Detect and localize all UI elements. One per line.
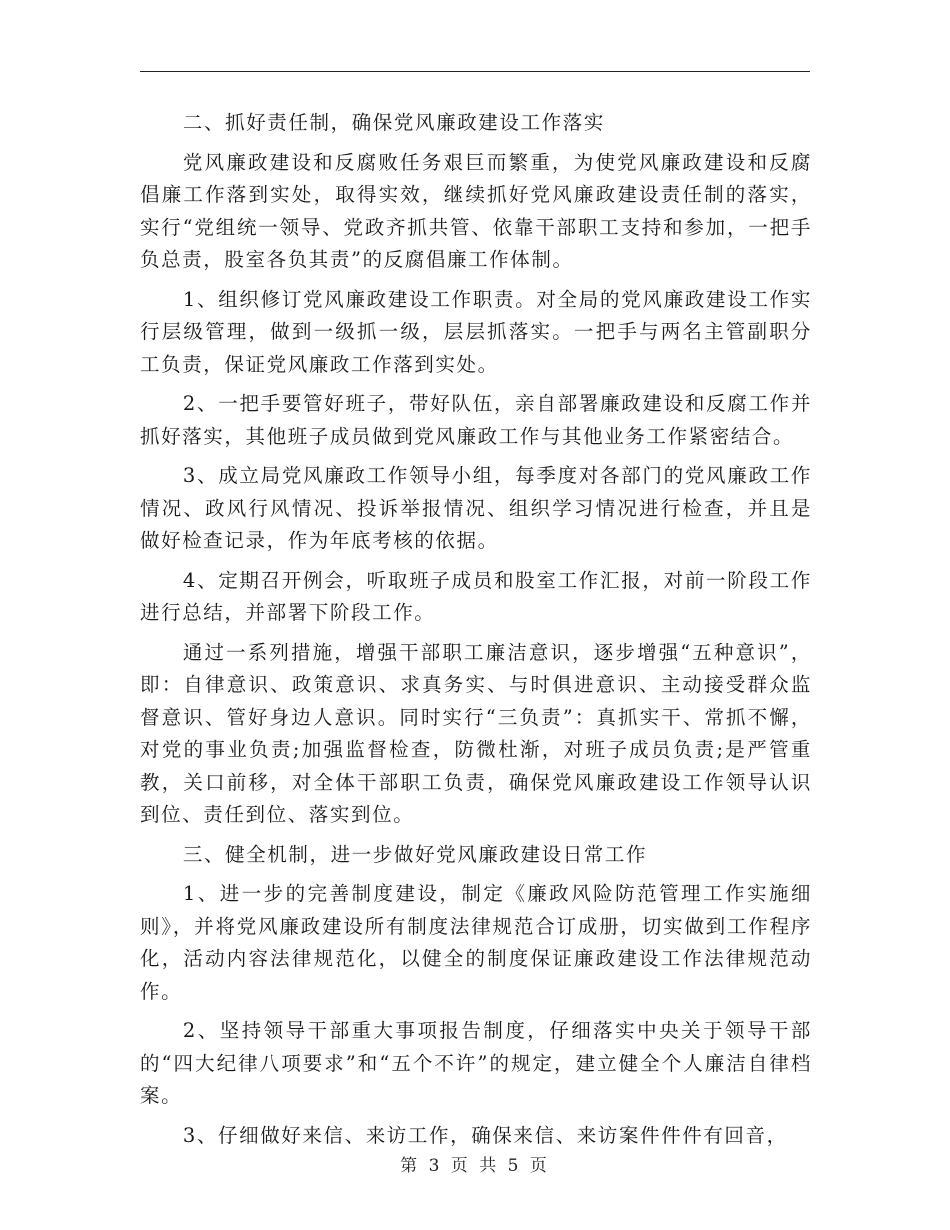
- list-item-4: 4、定期召开例会，听取班子成员和股室工作汇报，对前一阶段工作进行总结，并部署下阶段工作。: [140, 568, 812, 624]
- list-item-1: 1、组织修订党风廉政建设工作职责。对全局的党风廉政建设工作实行层级管理，做到一级抓一级，层层抓落实。一把手与两名主管副职分工负责，保证党风廉政工作落到实处。: [140, 287, 812, 376]
- list-item-3: 3、成立局党风廉政工作领导小组，每季度对各部门的党风廉政工作情况、政风行风情况、投诉举报情况、组织学习情况进行检查，并且是做好检查记录，作为年底考核的依据。: [140, 464, 812, 552]
- paragraph: 党风廉政建设和反腐败任务艰巨而繁重，为使党风廉政建设和反腐倡廉工作落到实处，取得实效，继续抓好党风廉政建设责任制的落实，实行“党组统一领导、党政齐抓共管、依靠干部职工支持和参加，一把手负总责，股室各负其责”的反腐倡廉工作体制。: [140, 150, 812, 271]
- section-heading-2: 二、抓好责任制，确保党风廉政建设工作落实: [182, 111, 605, 134]
- header-rule: [140, 71, 810, 72]
- list-item-2: 2、坚持领导干部重大事项报告制度，仔细落实中央关于领导干部的“四大纪律八项要求”和“五个不许”的规定，建立健全个人廉洁自律档案。: [140, 1019, 812, 1107]
- list-item-1: 1、进一步的完善制度建设，制定《廉政风险防范管理工作实施细则》，并将党风廉政建设所有制度法律规范合订成册，切实做到工作程序化，活动内容法律规范化，以健全的制度保证廉政建设工作法律规范动作。: [140, 882, 812, 1003]
- list-item-2: 2、一把手要管好班子，带好队伍，亲自部署廉政建设和反腐工作并抓好落实，其他班子成员做到党风廉政工作与其他业务工作紧密结合。: [140, 392, 812, 448]
- document-body: [140, 107, 812, 1159]
- page-number-footer: 第 3 页 共 5 页: [400, 1156, 550, 1176]
- paragraph: 通过一系列措施，增强干部职工廉洁意识，逐步增强“五种意识”，即：自律意识、政策意识、求真务实、与时俱进意识、主动接受群众监督意识、管好身边人意识。同时实行“三负责”：真抓实干、常抓不懈，对党的事业负责;加强监督检查，防微杜渐，对班子成员负责;是严管重教，关口前移，对全体干部职工负责，确保党风廉政建设工作领导认识到位、责任到位、落实到位。: [140, 640, 812, 826]
- list-item-3: 3、仔细做好来信、来访工作，确保来信、来访案件件件有回音，: [182, 1123, 788, 1147]
- section-heading-3: 三、健全机制，进一步做好党风廉政建设日常工作: [182, 842, 648, 866]
